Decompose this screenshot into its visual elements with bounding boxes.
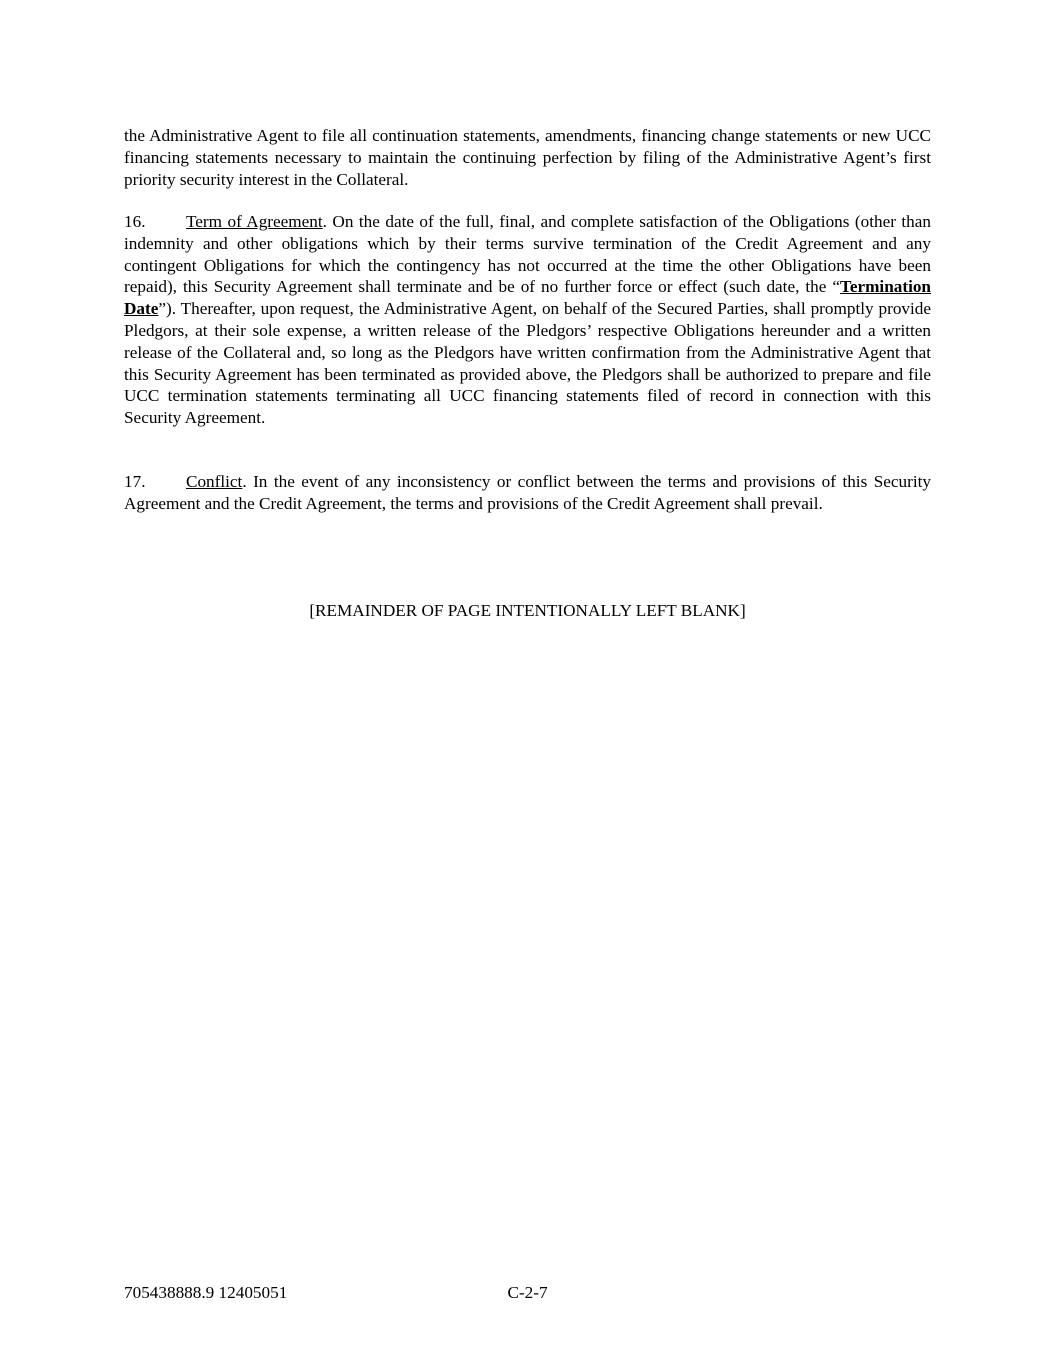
section-17-text: . In the event of any inconsistency or conflict between the terms and provisions of this Security Agreement and the Credit Agreement, the terms and provisions of the Credit Agreement shall prevail. <box>124 472 931 513</box>
footer-doc-id: 705438888.9 12405051 <box>124 1283 288 1302</box>
section-16-heading: Term of Agreement <box>186 212 323 231</box>
section-16-paragraph <box>124 211 931 429</box>
continuation-paragraph: the Administrative Agent to file all continuation statements, amendments, financing change statements or new UCC financing statements necessary to maintain the continuing perfection by filing of the Administrative Agent’s first priority security interest in the Collateral. <box>124 126 931 189</box>
section-16-text-a: . On the date of the full, final, and complete satisfaction of the Obligations (other than indemnity and other obligations which by their terms survive termination of the Credit Agreement and any contingent Obligations for which the contingency has not occurred at the time the other Obligations have been repaid), this Security Agreement shall terminate and be of no further force or effect (such date, the “ <box>124 212 931 297</box>
footer-page-number: C-2-7 <box>507 1283 548 1302</box>
section-17-number: 17. <box>124 472 146 491</box>
section-17-heading: Conflict <box>186 472 243 491</box>
section-16-number: 16. <box>124 212 146 231</box>
section-17-paragraph <box>124 471 931 515</box>
remainder-notice: [REMAINDER OF PAGE INTENTIONALLY LEFT BLANK] <box>309 601 746 620</box>
section-16-text-b: ”). Thereafter, upon request, the Administrative Agent, on behalf of the Secured Parties, shall promptly provide Pledgors, at their sole expense, a written release of the Pledgors’ respective Obligations hereunder and a written release of the Collateral and, so long as the Pledgors have written confirmation from the Administrative Agent that this Security Agreement has been terminated as provided above, the Pledgors shall be authorized to prepare and file UCC termination statements terminating all UCC financing statements filed of record in connection with this Security Agreement. <box>124 299 931 428</box>
termination-date-term: Termination Date <box>124 277 931 319</box>
